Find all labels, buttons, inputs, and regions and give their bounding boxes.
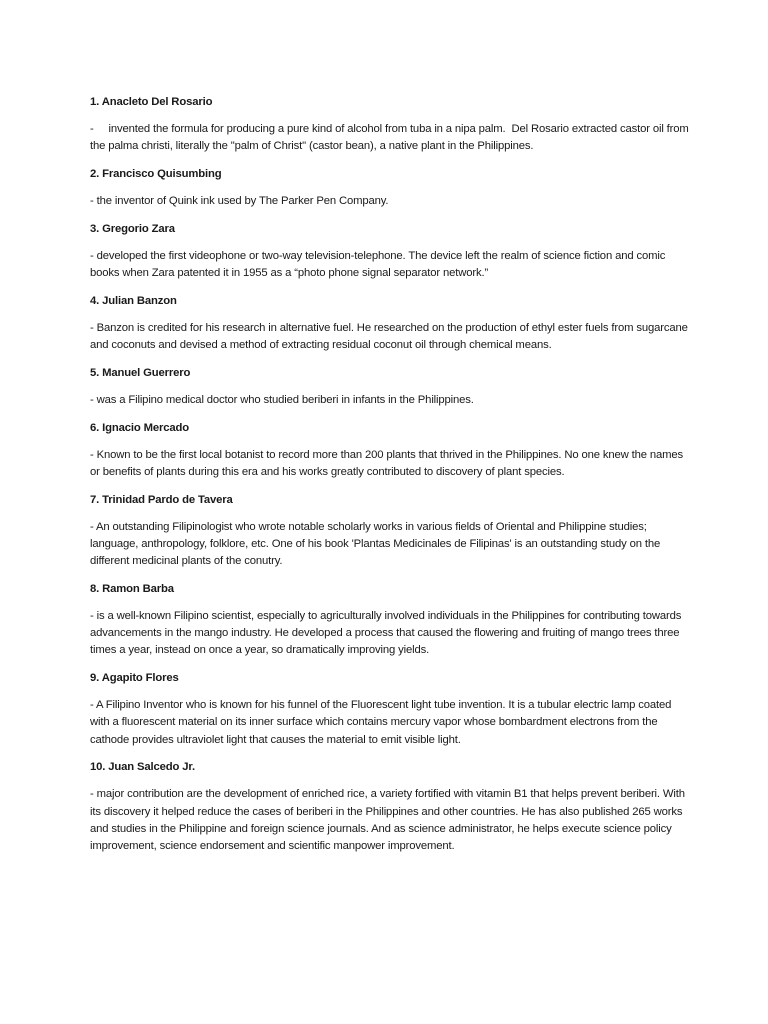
entry-juan-salcedo-jr — [90, 759, 690, 855]
entry-anacleto-del-rosario — [90, 94, 690, 156]
document-content — [90, 94, 690, 866]
entry-ignacio-mercado — [90, 420, 690, 482]
entry-ramon-barba — [90, 581, 690, 660]
entry-body: - major contribution are the development of enriched rice, a variety fortified with vitamin B1 that helps prevent beriberi. With its discovery it helped reduce the cases of beriberi in the Philippines and other countries. He has also published 265 works and studies in the Philippine and foreign science journals. And as science administrator, he helps execute science policy improvement, science endorsement and scientific manpower improvement. — [90, 788, 685, 853]
entry-heading: 1. Anacleto Del Rosario — [90, 96, 213, 108]
entry-body: - invented the formula for producing a pure kind of alcohol from tuba in a nipa palm. Del Rosario extracted castor oil from the palma christi, literally the "palm of Christ" (castor bean), a native plant in the Philippines. — [90, 123, 692, 153]
entry-body: - Known to be the first local botanist to record more than 200 plants that thrived in the Philippines. No one knew the names or benefits of plants during this era and his works greatly contributed to discovery of plant species. — [90, 448, 684, 478]
entry-manuel-guerrero — [90, 365, 690, 409]
entry-heading: 3. Gregorio Zara — [90, 222, 175, 235]
entry-heading: 5. Manuel Guerrero — [90, 366, 191, 379]
entry-heading: 6. Ignacio Mercado — [90, 421, 189, 434]
entry-gregorio-zara — [90, 221, 690, 283]
entry-body: - developed the first videophone or two-way television-telephone. The device left the realm of science fiction and comic books when Zara patented it in 1955 as a “photo phone signal separator network.” — [90, 250, 666, 280]
entry-heading: 7. Trinidad Pardo de Tavera — [90, 493, 233, 506]
entry-heading: 8. Ramon Barba — [90, 582, 174, 595]
entry-body: - A Filipino Inventor who is known for his funnel of the Fluorescent light tube invention. It is a tubular electric lamp coated with a fluorescent material on its inner surface which contains mercury vapor whose bombardment electrons from the cathode provides ultraviolet light that causes the material to emit visible light. — [90, 699, 672, 746]
entry-julian-banzon — [90, 293, 690, 355]
entry-heading: 10. Juan Salcedo Jr. — [90, 761, 196, 774]
entry-agapito-flores — [90, 670, 690, 749]
entry-francisco-quisumbing — [90, 166, 690, 210]
entry-trinidad-pardo-de-tavera — [90, 492, 690, 571]
entry-heading: 9. Agapito Flores — [90, 672, 179, 684]
entry-body: - the inventor of Quink ink used by The Parker Pen Company. — [90, 195, 389, 208]
entry-body: - was a Filipino medical doctor who studied beriberi in infants in the Philippines. — [90, 394, 474, 406]
entry-heading: 2. Francisco Quisumbing — [90, 168, 222, 180]
entry-heading: 4. Julian Banzon — [90, 294, 177, 307]
entry-body: - Banzon is credited for his research in alternative fuel. He researched on the production of ethyl ester fuels from sugarcane and coconuts and devised a method of extracting residual coconut oil through chemical means. — [90, 322, 688, 352]
entry-body: - is a well-known Filipino scientist, especially to agriculturally involved individuals in the Philippines for contributing towards advancements in the mango industry. He developed a process that caused the flowering and fruiting of mango trees three times a year, instead on once a year, so dramatically improving yields. — [90, 610, 682, 657]
entry-body: - An outstanding Filipinologist who wrote notable scholarly works in various fields of Oriental and Philippine studies; language, anthropology, folklore, etc. One of his book 'Plantas Medicinales de Filipinas' is an outstanding study on the different medicinal plants of the conutry. — [90, 520, 661, 568]
